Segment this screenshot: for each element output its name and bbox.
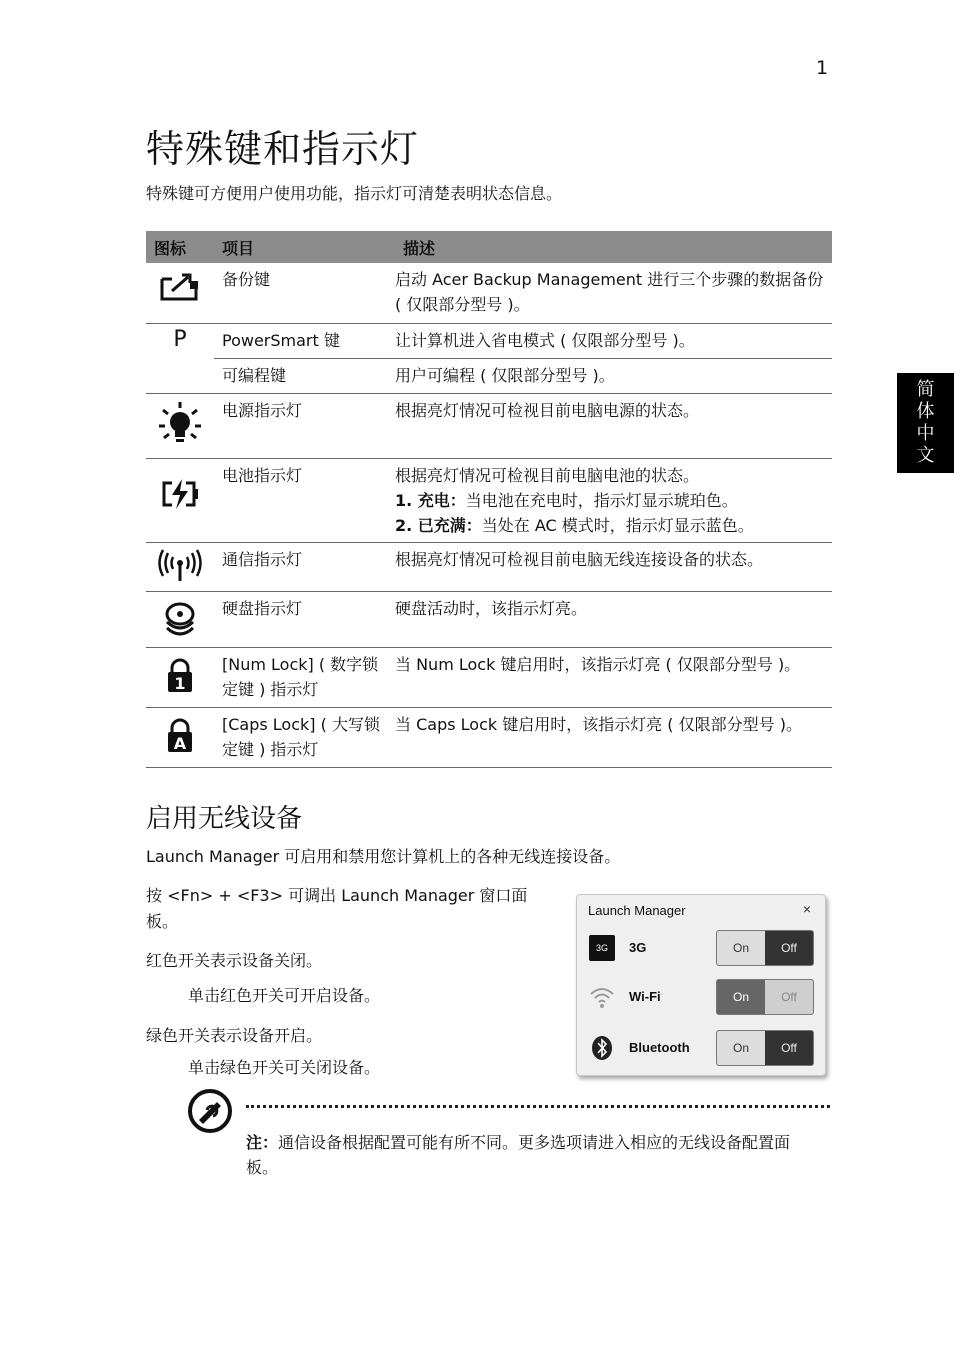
- header-desc: 描述: [395, 231, 832, 263]
- keys-indicators-table: [146, 231, 832, 768]
- icon-cell: [146, 393, 214, 458]
- side-tab-char: 中: [916, 423, 935, 444]
- item-cell: [Num Lock] ( 数字锁定键 ) 指示灯: [214, 647, 395, 707]
- device-label: Wi-Fi: [629, 989, 661, 1004]
- item-cell: 通信指示灯: [214, 542, 395, 591]
- desc-text: 当电池在充电时，指示灯显示琥珀色。: [465, 490, 738, 510]
- note-divider: [246, 1105, 830, 1108]
- desc-cell: [395, 458, 832, 542]
- desc-cell: 用户可编程 ( 仅限部分型号 )。: [395, 358, 832, 393]
- backup-key-icon: [158, 269, 202, 303]
- launch-manager-window: [576, 894, 826, 1076]
- num-lock-glyph: 1: [174, 673, 186, 693]
- desc-line: 根据亮灯情况可检视目前电脑电池的状态。: [395, 465, 700, 485]
- icon-cell: [146, 323, 214, 358]
- num-lock-icon: [165, 658, 195, 694]
- 3g-icon-text: 3G: [595, 943, 608, 953]
- device-label: Bluetooth: [629, 1040, 690, 1055]
- toggle-bluetooth[interactable]: [716, 1030, 814, 1066]
- caps-lock-glyph: A: [173, 733, 187, 753]
- caps-lock-icon: [165, 718, 195, 754]
- device-label: 3G: [629, 940, 647, 955]
- item-cell: 可编程键: [214, 358, 395, 393]
- item-cell: PowerSmart 键: [214, 323, 395, 358]
- desc-cell: 当 Caps Lock 键启用时，该指示灯亮 ( 仅限部分型号 )。: [395, 707, 832, 767]
- section-paragraph: 单击绿色开关可关闭设备。: [188, 1058, 381, 1077]
- icon-cell: [146, 647, 214, 707]
- page-title: 特殊键和指示灯: [146, 127, 420, 171]
- page-number: 1: [816, 57, 829, 79]
- section-paragraph: 单击红色开关可开启设备。: [188, 986, 381, 1005]
- section-title: 启用无线设备: [146, 804, 303, 834]
- wifi-icon: [589, 984, 615, 1010]
- section-paragraph: 绿色开关表示设备开启。: [146, 1026, 323, 1045]
- item-cell: 备份键: [214, 263, 395, 323]
- desc-bold: 1. 充电：: [395, 490, 466, 510]
- hdd-icon: [164, 602, 196, 638]
- section-paragraph: 红色开关表示设备关闭。: [146, 951, 323, 970]
- desc-text: 当处在 AC 模式时，指示灯显示蓝色。: [481, 515, 754, 535]
- toggle-off[interactable]: Off: [765, 931, 813, 965]
- desc-cell: 启动 Acer Backup Management 进行三个步骤的数据备份 ( 仅限部分型号 )。: [395, 263, 832, 323]
- icon-cell: [146, 591, 214, 647]
- icon-cell: [146, 542, 214, 591]
- section-paragraph: Launch Manager 可启用和禁用您计算机上的各种无线连接设备。: [146, 847, 621, 866]
- side-tab-char: 体: [916, 401, 935, 422]
- desc-line: [395, 488, 824, 513]
- table-row: [146, 591, 832, 647]
- launch-manager-title: Launch Manager: [588, 903, 686, 918]
- header-item: 项目: [214, 231, 395, 263]
- toggle-on[interactable]: On: [717, 931, 765, 965]
- table-row: [146, 393, 832, 458]
- header-icon: 图标: [146, 231, 214, 263]
- launch-row-bluetooth: [577, 1028, 825, 1068]
- item-cell: [Caps Lock] ( 大写锁定键 ) 指示灯: [214, 707, 395, 767]
- desc-cell: 根据亮灯情况可检视目前电脑电源的状态。: [395, 393, 832, 458]
- desc-cell: 当 Num Lock 键启用时，该指示灯亮 ( 仅限部分型号 )。: [395, 647, 832, 707]
- table-row: [146, 707, 832, 767]
- toggle-3g[interactable]: [716, 930, 814, 966]
- launch-row-3g: [577, 928, 825, 968]
- icon-cell: [146, 707, 214, 767]
- table-row: [146, 323, 832, 358]
- bluetooth-icon: [589, 1035, 615, 1061]
- note-icon: [187, 1088, 233, 1134]
- desc-line: [395, 513, 824, 538]
- section-paragraph: 按 <Fn> + <F3> 可调出 Launch Manager 窗口面板。: [146, 886, 528, 931]
- item-cell: 硬盘指示灯: [214, 591, 395, 647]
- note-body: 通信设备根据配置可能有所不同。更多选项请进入相应的无线设备配置面板。: [246, 1133, 791, 1177]
- icon-cell: [146, 263, 214, 323]
- table-row: [146, 263, 832, 323]
- icon-cell: [146, 358, 214, 393]
- item-cell: 电源指示灯: [214, 393, 395, 458]
- language-side-tab: [897, 373, 954, 473]
- note-text: [246, 1130, 816, 1180]
- table-header-row: [146, 231, 832, 263]
- close-button[interactable]: ×: [802, 901, 811, 917]
- desc-cell: 根据亮灯情况可检视目前电脑无线连接设备的状态。: [395, 542, 832, 591]
- battery-icon: [160, 477, 200, 511]
- toggle-off[interactable]: Off: [765, 980, 813, 1014]
- table-row: [146, 458, 832, 542]
- item-cell: 电池指示灯: [214, 458, 395, 542]
- desc-cell: 硬盘活动时，该指示灯亮。: [395, 591, 832, 647]
- powersmart-p-icon: P: [173, 326, 187, 352]
- table-row: [146, 542, 832, 591]
- toggle-on[interactable]: On: [717, 980, 765, 1014]
- toggle-wifi[interactable]: [716, 979, 814, 1015]
- power-light-icon: [157, 400, 203, 450]
- side-tab-char: 简: [916, 379, 935, 400]
- toggle-off[interactable]: Off: [765, 1031, 813, 1065]
- table-row: [146, 358, 832, 393]
- side-tab-char: 文: [916, 445, 935, 466]
- desc-cell: 让计算机进入省电模式 ( 仅限部分型号 )。: [395, 323, 832, 358]
- wireless-icon: [158, 549, 202, 583]
- launch-row-wifi: [577, 977, 825, 1017]
- toggle-on[interactable]: On: [717, 1031, 765, 1065]
- table-row: [146, 647, 832, 707]
- icon-cell: [146, 458, 214, 542]
- note-label: 注：: [246, 1133, 279, 1152]
- 3g-icon: [589, 935, 615, 961]
- intro-text: 特殊键可方便用户使用功能，指示灯可清楚表明状态信息。: [146, 184, 563, 203]
- desc-bold: 2. 已充满：: [395, 515, 482, 535]
